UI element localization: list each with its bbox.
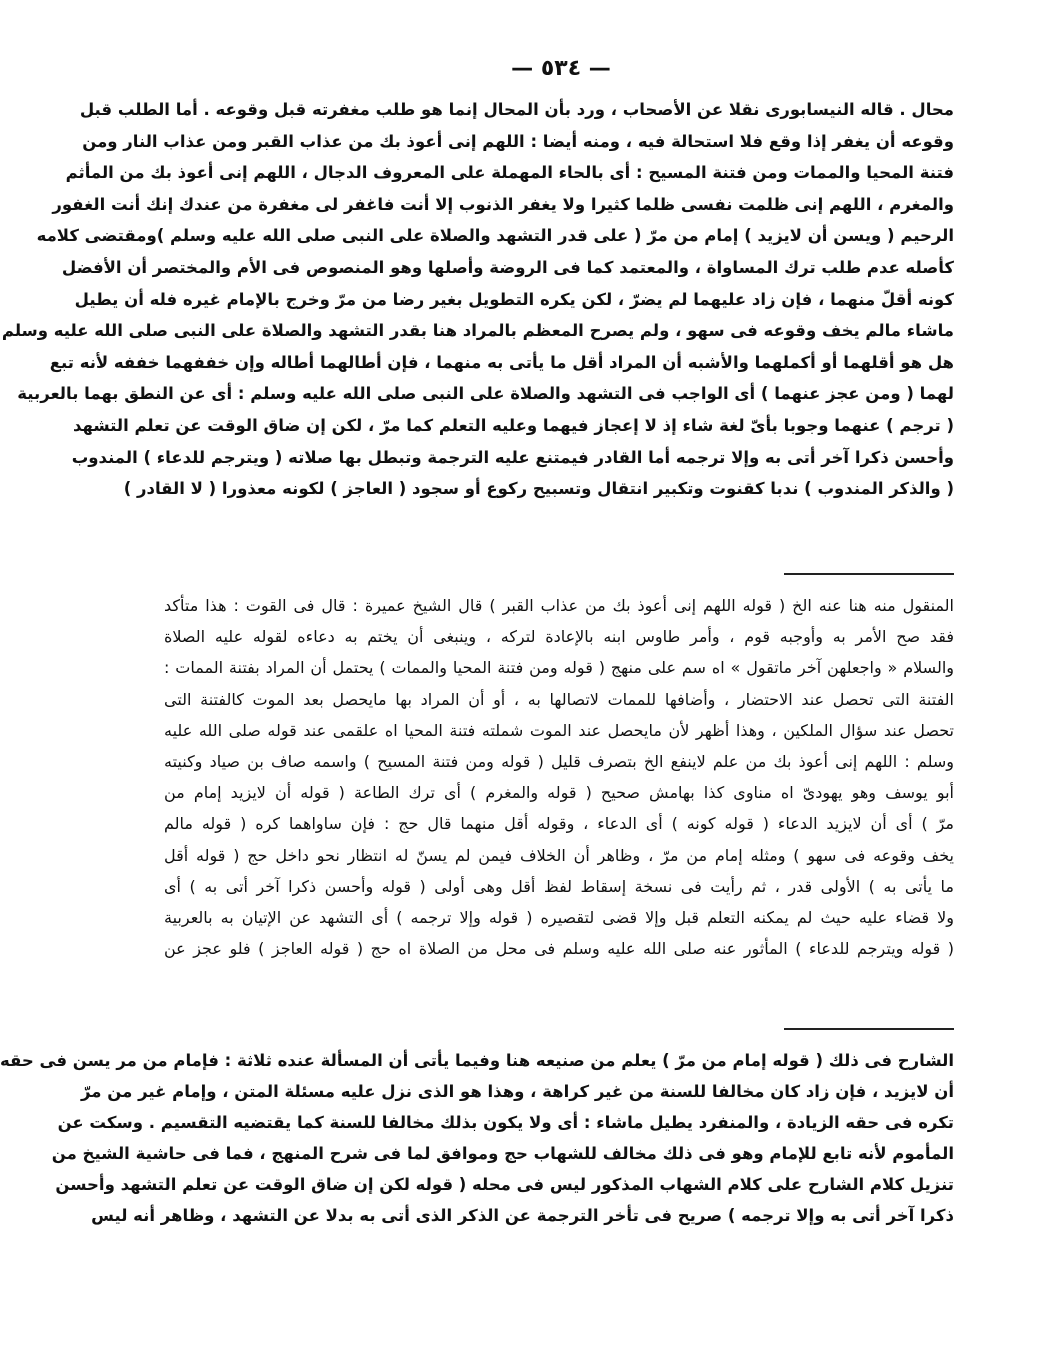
- commentary-text-line: يخف وقوعه فى سهو ) ومثله إمام من مرّ ، وظاهر أن الخلاف فيمن لم يسنّ له انتظار نحو داخل حج ( قوله أقل: [164, 845, 954, 865]
- footer-text-line: تنزيل كلام الشارح على كلام الشهاب المذكور ليس فى محله ( قوله لكن إن ضاق الوقت عن تعلم التشهد وأحسن: [55, 1175, 954, 1194]
- section-divider: [784, 573, 954, 575]
- main-text-line: ماشاء مالم يخف وقوعه فى سهو ، ولم يصرح المعظم بالمراد هنا بقدر التشهد والصلاة على النبى صلى الله عليه وسلم: [1, 321, 954, 341]
- main-text-line: محال . قاله النيسابورى نقلا عن الأصحاب ، ورد بأن المحال إنما هو طلب مغفرته قبل وقوعه . أما الطلب قبل: [79, 100, 954, 119]
- commentary-text-block: [164, 590, 954, 964]
- main-text-line: الرحيم ( ويسن أن لايزيد ) إمام من مرّ ( على قدر التشهد والصلاة على النبى صلى الله عليه وسلم )ومقتضى كلامه: [36, 226, 954, 246]
- main-text-block: [1, 94, 954, 505]
- commentary-text-line: أبو يوسف وهو يهودىّ اه مناوى كذا بهامش صحيح ( قوله والمغرم ) أى ترك الطاعة ( قوله أن لايزيد إمام من: [164, 783, 954, 803]
- main-text-line: ( ترجم ) عنهما وجوبا بأىّ لغة شاء إذ لا إعجاز فيهما وعليه التعلم كما مرّ ، لكن إن ضاق الوقت عن تعلم التشهد: [72, 415, 954, 435]
- main-text-line: فتنة المحيا والممات ومن فتنة المسيح : أى بالحاء المهملة على المعروف الدجال ، اللهم إنى أعوذ بك من المأثم: [65, 163, 954, 183]
- footer-text-line: ذكرا آخر أتى به وإلا ترجمه ) صريح فى تأخر الترجمة عن الذكر الذى أتى به بدلا عن التشهد ، وظاهر أنه ليس: [91, 1206, 954, 1225]
- footer-text-block: [0, 1045, 954, 1231]
- main-text-line: لهما ( ومن عجز عنهما ) أى الواجب فى التشهد والصلاة على النبى صلى الله عليه وسلم : أى عن النطق بهما بالعربية: [17, 384, 954, 404]
- main-text-line: والمغرم ، اللهم إنى ظلمت نفسى ظلما كثيرا ولا يغفر الذنوب إلا أنت فاغفر لى مغفرة من عندك إنك أنت الغفور: [52, 194, 954, 214]
- main-text-line: وقوعه أن يغفر إذا وقع فلا استحالة فيه ، ومنه أيضا : اللهم إنى أعوذ بك من عذاب القبر ومن عذاب النار ومن: [82, 131, 954, 151]
- commentary-text-line: ولا قضاء عليه حيث لم يمكنه التعلم قبل وإلا قضى لتقصيره ( قوله وإلا ترجمه ) أى التشهد عن الإتيان به بالعربية: [164, 907, 954, 927]
- section-divider: [784, 1028, 954, 1030]
- commentary-text-line: وسلم : اللهم إنى أعوذ بك من علم لاينفع الخ بتصرف قليل ( قوله ومن فتنة المسيح ) واسمه صاف بن صياد وكنيته: [164, 751, 954, 771]
- footer-text-line: المأموم لأنه تابع للإمام وهو فى ذلك مخالف للشهاب حج وموافق لما فى شرح المنهج ، فما فى حاشية الشيخ من: [51, 1144, 954, 1163]
- footer-text-line: أن لايزيد ، فإن زاد كان مخالفا للسنة من غير كراهة ، وهذا هو الذى نزل عليه مسئلة المتن ، وإمام غير من مرّ: [81, 1082, 954, 1101]
- commentary-text-line: ( قوله ويترجم للدعاء ) المأثور عنه صلى الله عليه وسلم فى محل من الصلاة اه حج ( قوله العاجز ) فلو عجز عن: [164, 939, 954, 959]
- commentary-text-line: المنقول منه هنا عنه الخ ( قوله اللهم إنى أعوذ بك من عذاب القبر ) قال الشيخ عميرة : قال فى القوت : هذا متأكد: [164, 596, 954, 615]
- commentary-text-line: تحصل عند سؤال الملكين ، وهذا أظهر لأن مايحصل عند الموت شملته فتنة المحيا اه علقمى عند قوله صلى الله عليه: [164, 720, 954, 740]
- commentary-text-line: ما يأتى به ) الأولى قدر ، ثم رأيت فى نسخة إسقاط لفظ أقل وهى أولى ( قوله وأحسن ذكرا آخر أتى به ) أى: [164, 876, 954, 896]
- commentary-text-line: مرّ ) أى أن لايزيد الدعاء ( قوله كونه ) أى الدعاء ، وقوله أقل منهما قال حج : فإن ساواهما كره ( قوله مالم: [164, 814, 954, 834]
- main-text-line: ( والذكر المندوب ) ندبا كقنوت وتكبير انتقال وتسبيح ركوع أو سجود ( العاجز ) لكونه معذورا ( لا القادر ): [123, 479, 954, 499]
- footer-text-line: تكره فى حقه الزيادة ، والمنفرد يطيل ماشاء : أى ولا يكون بذلك مخالفا للسنة كما يقتضيه التقسيم . وسكت عن: [57, 1113, 954, 1132]
- main-text-line: هل هو أقلهما أو أكملهما والأشبه أن المراد أقل ما يأتى به منهما ، فإن أطالهما أطاله وإن خففهما خففه لأنه تبع: [49, 352, 954, 372]
- commentary-text-line: والسلام « واجعلهن آخر ماتقول » اه سم على منهج ( قوله ومن فتنة المحيا والممات ) يحتمل أن المراد بفتنة الممات :: [164, 658, 954, 678]
- commentary-text-line: الفتنة التى تحصل عند الاحتضار ، وأضافها للممات لاتصالها به ، أو أن المراد بها مايحصل بعد الموت كالفتنة التى: [164, 689, 954, 709]
- main-text-line: وأحسن ذكرا آخر أتى به وإلا ترجمه أما القادر فيمتنع عليه الترجمة وتبطل بها صلاته ( ويترجم للدعاء ) المندوب: [71, 447, 954, 467]
- commentary-text-line: فقد صح الأمر به وأوجبه قوم ، وأمر طاوس ابنه بالإعادة لتركه ، وينبغى أن يختم به دعاءه لقوله عليه الصلاة: [164, 627, 954, 647]
- main-text-line: كأصله عدم طلب ترك المساواة ، والمعتمد كما فى الروضة وأصلها وهو المنصوص فى الأم والمختصر أن الأفضل: [61, 257, 954, 277]
- footer-text-line: الشارح فى ذلك ( قوله إمام من مرّ ) يعلم من صنيعه هنا وفيما يأتى أن المسألة عنده ثلاثة : فإمام من مر يسن فى حقه: [0, 1051, 954, 1070]
- main-text-line: كونه أقلّ منهما ، فإن زاد عليهما لم يضرّ ، لكن يكره التطويل بغير رضا من مرّ وخرج بالإمام غيره فله أن يطيل: [74, 289, 954, 309]
- page-number: — ٥٣٤ —: [511, 56, 611, 81]
